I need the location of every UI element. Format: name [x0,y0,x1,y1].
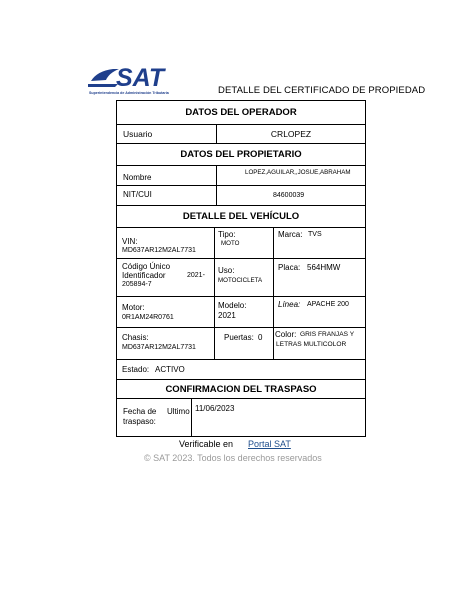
codigo-label-1: Código Único [122,262,171,271]
linea-label: Línea: [278,300,301,309]
modelo-value: 2021 [218,311,236,320]
nit-value: 84600039 [273,192,305,199]
fecha-label-2: Ultimo [167,407,190,416]
estado-row [117,359,365,379]
codigo-value-2: 205894-7 [122,281,152,288]
color-value-2: LETRAS MULTICOLOR [276,341,347,348]
portal-sat-link[interactable]: Portal SAT [248,439,291,449]
estado-label: Estado: [122,365,150,374]
logo-text: SAT [116,64,165,92]
vin-value: MD637AR12M2AL7731 [122,247,196,254]
placa-value: 564HMW [307,263,341,272]
codigo-row [117,258,365,296]
copyright-text: © SAT 2023. Todos los derechos reservados [144,453,322,463]
fecha-label-3: traspaso: [123,417,156,426]
fecha-value: 11/06/2023 [195,404,235,413]
chasis-row [117,327,365,359]
uso-label: Uso: [218,266,235,275]
vehicle-section-title: DETALLE DEL VEHÍCULO [117,205,365,227]
certificate-form [116,100,366,437]
usuario-row [117,124,365,143]
nit-label: NIT/CUI [123,190,152,199]
nombre-label: Nombre [123,173,152,182]
estado-value: ACTIVO [155,365,185,374]
logo-subtitle: Superintendencia de Administración Tributaria [89,91,169,95]
motor-value: 0R1AM24R0761 [122,314,174,321]
usuario-value: CRLOPEZ [270,129,312,139]
transfer-section-title: CONFIRMACION DEL TRASPASO [117,379,365,398]
puertas-label: Puertas: [224,333,254,342]
tipo-label: Tipo: [218,230,236,239]
chasis-value: MD637AR12M2AL7731 [122,344,196,351]
linea-value: APACHE 200 [307,301,349,308]
vin-row [117,227,365,258]
color-value-1: GRIS FRANJAS Y [300,331,355,338]
codigo-label-2: Identificador [122,271,166,280]
fecha-row [117,398,365,437]
modelo-label: Modelo: [218,301,247,310]
marca-label: Marca: [278,230,303,239]
placa-label: Placa: [278,263,301,272]
color-label: Color: [275,330,297,339]
chasis-label: Chasis: [122,333,149,342]
marca-value: TVS [308,231,322,238]
nombre-value: LOPEZ,AGUILAR,,JOSUE,ABRAHAM [245,169,351,176]
verifiable-text: Verificable en [179,439,234,449]
motor-label: Motor: [122,303,145,312]
fecha-label-1: Fecha de [123,407,157,416]
operator-section-title: DATOS DEL OPERADOR [185,107,297,118]
motor-row [117,296,365,327]
puertas-value: 0 [258,333,263,342]
nombre-row [117,165,365,185]
owner-section-title: DATOS DEL PROPIETARIO [117,143,365,165]
document-title: DETALLE DEL CERTIFICADO DE PROPIEDAD [218,85,426,96]
uso-value: MOTOCICLETA [218,277,263,284]
vin-label: VIN: [122,237,138,246]
sat-logo [88,60,206,98]
usuario-label: Usuario [123,129,153,139]
codigo-value-1: 2021- [187,272,205,279]
tipo-value: MOTO [221,240,240,247]
nit-row [117,185,365,205]
